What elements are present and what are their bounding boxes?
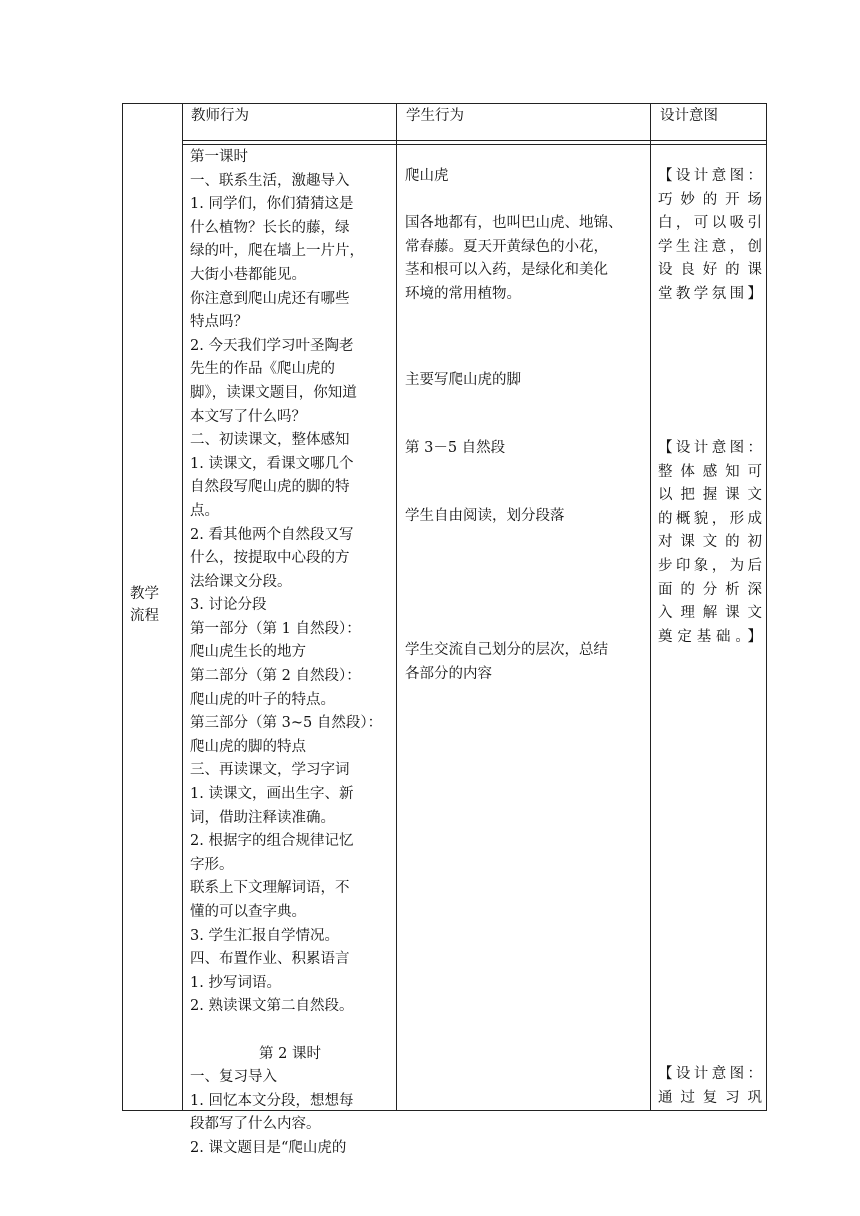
teacher-line: 第一部分（第 1 自然段）： <box>190 620 361 637</box>
header-divider <box>182 140 767 141</box>
teacher-line: 3. 学生汇报自学情况。 <box>190 927 339 944</box>
student-block <box>405 369 521 393</box>
intent-line: 对课文的初 <box>658 534 762 551</box>
teacher-line: 懂的可以查字典。 <box>190 904 306 920</box>
teacher-line: 段都写了什么内容。 <box>190 1116 321 1133</box>
teacher-line: 大街小巷都能见。 <box>190 266 306 283</box>
intent-line: 入理解课文 <box>658 605 762 622</box>
teacher-line: 2. 今天我们学习叶圣陶老 <box>190 337 354 354</box>
intent-line: 奠定基础。】 <box>658 628 762 645</box>
teacher-line: 本文写了什么吗？ <box>190 408 306 425</box>
teacher-line: 第一课时 <box>190 149 248 165</box>
column-divider <box>396 103 397 1111</box>
teacher-column <box>190 146 390 1161</box>
intent-line: 步印象，为后 <box>658 557 762 574</box>
teacher-line: 1. 读课文，看课文哪几个 <box>190 455 354 472</box>
intent-line: 【设计意图： <box>658 440 762 456</box>
teacher-line: 什么，按提取中心段的方 <box>190 550 350 567</box>
student-line: 主要写爬山虎的脚 <box>405 372 521 388</box>
header-student: 学生行为 <box>406 108 464 124</box>
student-line: 学生交流自己划分的层次，总结 <box>405 642 608 658</box>
student-line: 常春藤。夏天开黄绿色的小花， <box>405 238 608 255</box>
teacher-line: 绿的叶，爬在墙上一片片， <box>190 243 364 260</box>
intent-block <box>658 165 762 307</box>
intent-line: 【设计意图： <box>658 168 762 184</box>
student-line: 国各地都有，也叫巴山虎、地锦、 <box>405 215 623 231</box>
intent-line: 的概貌，形成 <box>658 510 762 527</box>
teacher-line: 2. 根据字的组合规律记忆 <box>190 833 354 850</box>
teacher-line: 法给课文分段。 <box>190 573 292 590</box>
teacher-line: 词，借助注释读准确。 <box>190 809 335 826</box>
student-block <box>405 212 645 306</box>
student-line: 各部分的内容 <box>405 665 492 682</box>
header-intent: 设计意图 <box>660 108 718 124</box>
student-line: 环境的常用植物。 <box>405 285 521 302</box>
teacher-line: 2. 课文题目是“爬山虎的 <box>190 1139 347 1156</box>
column-divider <box>182 103 183 1111</box>
student-line: 第 3－5 自然段 <box>405 440 506 456</box>
teacher-line <box>190 1019 390 1043</box>
intent-line: 【设计意图： <box>658 1066 762 1082</box>
student-line: 学生自由阅读，划分段落 <box>405 508 565 524</box>
teacher-line: 联系上下文理解词语，不 <box>190 880 350 897</box>
intent-block <box>658 437 762 649</box>
teacher-line: 自然段写爬山虎的脚的特 <box>190 479 350 496</box>
header-divider <box>182 144 767 145</box>
intent-line: 设良好的课 <box>658 262 762 279</box>
row-label-line: 教学 <box>130 586 159 602</box>
column-divider <box>650 103 651 1111</box>
intent-block <box>658 1063 762 1110</box>
teacher-line: 3. 讨论分段 <box>190 597 267 614</box>
student-block <box>405 437 505 461</box>
teacher-line: 特点吗？ <box>190 314 248 331</box>
student-line: 茎和根可以入药，是绿化和美化 <box>405 262 608 279</box>
teacher-line: 爬山虎的叶子的特点。 <box>190 691 335 708</box>
table-border-right <box>766 103 767 1111</box>
teacher-line: 点。 <box>190 502 219 519</box>
header-teacher: 教师行为 <box>191 108 249 124</box>
teacher-line: 爬山虎的脚的特点 <box>190 738 306 755</box>
row-label-line: 流程 <box>130 608 159 624</box>
lesson-table <box>122 103 767 1156</box>
teacher-line: 1. 同学们，你们猜猜这是 <box>190 196 354 213</box>
teacher-line: 一、复习导入 <box>190 1069 277 1086</box>
intent-line: 面的分析深 <box>658 581 762 598</box>
row-label <box>130 583 176 627</box>
teacher-line: 脚》，读课文题目，你知道 <box>190 384 357 401</box>
table-border-left <box>122 103 123 1111</box>
table-border-top <box>122 103 767 104</box>
intent-line: 白，可以吸引 <box>658 215 762 232</box>
student-block <box>405 639 608 686</box>
teacher-line: 一、联系生活，激趣导入 <box>190 172 350 189</box>
teacher-line: 2. 看其他两个自然段又写 <box>190 526 354 543</box>
student-line: 爬山虎 <box>405 168 449 184</box>
teacher-line: 爬山虎生长的地方 <box>190 644 306 661</box>
intent-line: 整体感知可 <box>658 463 762 480</box>
teacher-line: 三、再读课文，学习字词 <box>190 762 350 779</box>
intent-line: 巧妙的开场 <box>658 191 762 208</box>
teacher-line: 第二部分（第 2 自然段）： <box>190 668 361 685</box>
teacher-line: 二、初读课文，整体感知 <box>190 432 350 449</box>
teacher-line: 什么植物？长长的藤，绿 <box>190 219 350 236</box>
intent-line: 学生注意，创 <box>658 238 762 255</box>
teacher-line: 第三部分（第 3~5 自然段）： <box>190 715 383 732</box>
teacher-line: 字形。 <box>190 856 234 873</box>
teacher-line: 1. 回忆本文分段，想想每 <box>190 1092 354 1109</box>
teacher-line: 2. 熟读课文第二自然段。 <box>190 998 354 1015</box>
teacher-line: 四、布置作业、积累语言 <box>190 951 350 968</box>
teacher-line: 1. 抄写词语。 <box>190 974 281 991</box>
intent-line: 以把握课文 <box>658 487 762 504</box>
teacher-line: 你注意到爬山虎还有哪些 <box>190 290 350 307</box>
teacher-line: 第 2 课时 <box>259 1045 321 1062</box>
student-block <box>405 165 449 189</box>
intent-line: 通过复习巩 <box>658 1089 762 1106</box>
teacher-line: 1. 读课文，画出生字、新 <box>190 786 354 803</box>
student-block <box>405 505 565 529</box>
teacher-line: 先生的作品《爬山虎的 <box>190 361 335 378</box>
intent-line: 堂教学氛围】 <box>658 285 762 302</box>
